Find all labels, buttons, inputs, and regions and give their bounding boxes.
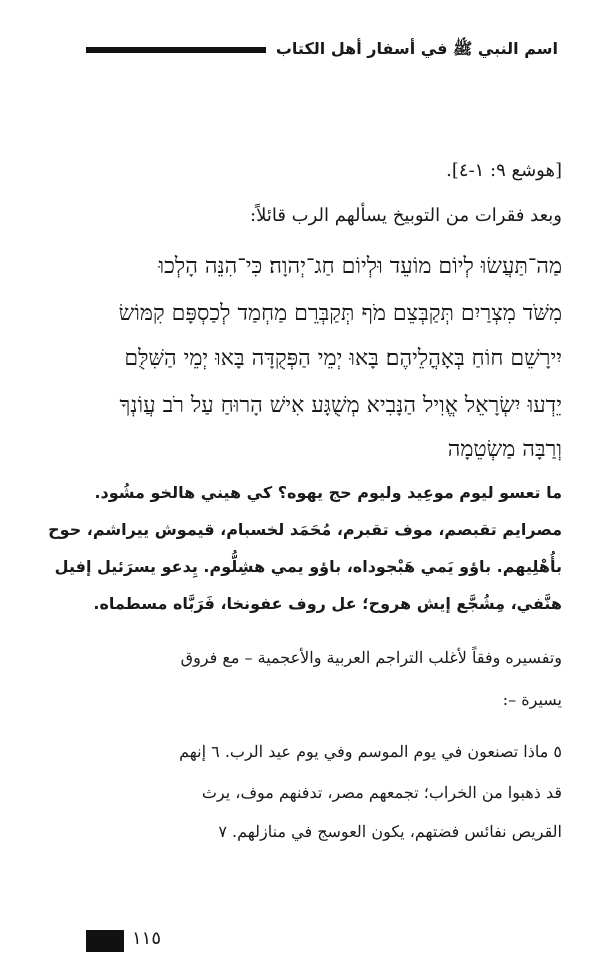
transliteration-line-2: مصرايم تقبصم، موف تقبرم، مُحَمَد لخسبام، قيموش ييراشم، حوح xyxy=(48,520,562,539)
translation-line-1: ٥ ماذا تصنعون في يوم الموسم وفي يوم عيد الرب. ٦ إنهم xyxy=(179,742,562,761)
intro-line: وبعد فقرات من التوبيخ يسأل‍هم الرب قائلاً: xyxy=(250,205,562,226)
explanation-line-1: وتفسيره وفقاً لأغلب التراجم العربية والأعجمية – مع فروق xyxy=(180,648,562,667)
header-rule xyxy=(86,47,266,53)
verse-reference: [هوشع ٩: ١-٤]. xyxy=(446,160,562,181)
explanation-line-2: يسيرة –: xyxy=(502,690,562,709)
header-title: اسم النبي ﷺ في أسفار أهل الكتاب xyxy=(275,38,558,58)
hebrew-line-5: וְרַבָּה מַשְׂטֵמָה xyxy=(447,437,562,462)
hebrew-line-2: מִשֹּׁד מִצְרַיִם תְּקַבְּצֵם מֹף תְּקַבְּרֵם מַחְמַד לְכַסְפָּם קִמּוֹשׂ xyxy=(118,301,562,326)
translation-line-3: القريص نفائس فضتهم، يكون العوسج في منازلهم. ٧ xyxy=(218,822,562,841)
page-number: ١١٥ xyxy=(132,928,162,949)
transliteration-line-3: بأُهْلِيهم. باؤو يَمي هَبْجوداه، باؤو يمي هشِلُّوم. يِدعو يسرَئيل إفيل xyxy=(54,557,562,576)
running-header xyxy=(86,30,558,70)
transliteration-line-1: ما تعسو ليوم موعِيد وليوم حج يهوه؟ كي هيني هالخو مشُود. xyxy=(94,483,562,502)
footer-block xyxy=(86,930,124,952)
hebrew-line-3: יִירָשֵׁם חוֹחַ בְּאָהֳלֵיהֶם׃ בָּאוּ יְמֵי הַפְּקֻדָּה בָּאוּ יְמֵי הַשִּׁלֻּם xyxy=(124,346,562,371)
translation-line-2: قد ذهبوا من الخراب؛ تجمعهم مصر، تدفنهم موف، يرث xyxy=(201,783,562,802)
transliteration-line-4: هنَّفي، مِشُجَّع إيش هروح؛ عل روف عفونخا، فَرَبَّاه مسطماه. xyxy=(93,594,562,613)
hebrew-line-1: מַה־תַּעֲשׂוּ לְיוֹם מוֹעֵד וּלְיוֹם חַג־יְהוָה׃ כִּי־הִנֵּה הָלְכוּ xyxy=(158,254,562,279)
hebrew-line-4: יֵדְעוּ יִשְׂרָאֵל אֱוִיל הַנָּבִיא מְשֻׁגָּע אִישׁ הָרוּחַ עַל רֹב עֲוֹנְךָ xyxy=(119,393,562,418)
